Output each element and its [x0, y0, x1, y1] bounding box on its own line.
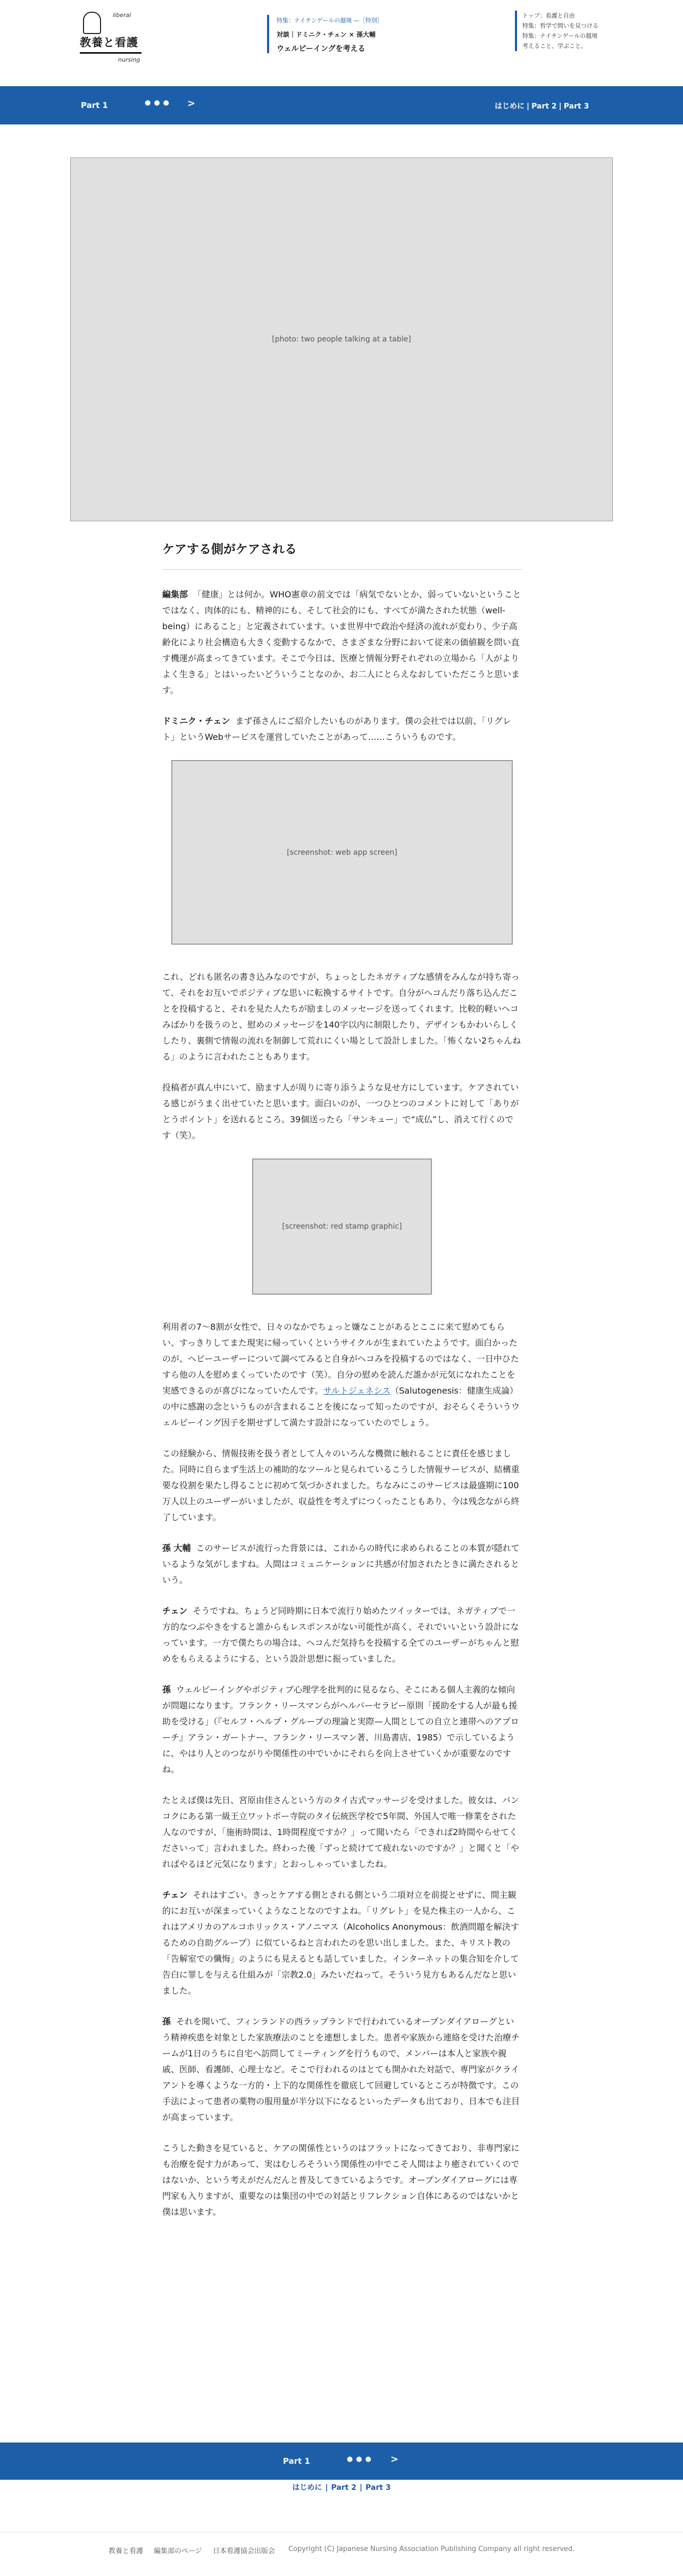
nav-separator: |	[360, 2483, 363, 2492]
logo-title: 教養と看護	[80, 36, 138, 49]
speaker-name: 編集部	[162, 589, 188, 599]
nav-part2-link[interactable]: Part 2	[331, 2483, 356, 2492]
paragraph	[162, 1603, 522, 1667]
page-dots: ●●●	[145, 99, 173, 107]
salutogenesis-link[interactable]: サルトジェネシス	[323, 1386, 391, 1396]
jobutsu-screenshot	[252, 1158, 432, 1295]
part-links-bottom	[0, 2482, 683, 2492]
logo-figure-icon	[83, 12, 101, 34]
speaker-name: 孫	[162, 1685, 171, 1695]
current-part-label: Part 1	[283, 2456, 310, 2466]
paragraph	[162, 1540, 522, 1588]
paragraph-text: 利用者の7〜8割が女性で、日々のなかでちょっと嫌なことがあるとここに来て慰めてもらい、すっきりしてまた現実に帰っていくというサイクルが生まれていたようです。面白かったのが、ヘビーユーザーについて調べてみると自身がヘコみを投稿するのではなく、一日中ひたすら他の人を慰めまくっていたのです（笑）。自分の慰めを読んだ誰かが元気になれたことを実感できるのが喜びになっていたんです。	[162, 1322, 519, 1396]
copyright-text: Copyright (C) Japanese Nursing Association Publishing Company all right reserved.	[288, 2545, 575, 2553]
site-header	[0, 0, 683, 85]
paragraph-text: まず孫さんにご紹介したいものがあります。僕の会社では以前、「リグレト」というWebサービスを運営していたことがあって……こういうものです。	[162, 716, 511, 742]
nav-separator: |	[559, 102, 562, 111]
breadcrumb	[515, 11, 607, 51]
article-body	[162, 541, 522, 2235]
nav-intro-link[interactable]: はじめに	[495, 102, 524, 111]
nav-intro-link[interactable]: はじめに	[292, 2483, 322, 2492]
feature-dialogue: 対談｜ドミニク・チェン × 孫大輔	[277, 31, 376, 38]
breadcrumb-item[interactable]: 考えること、学ぶこと。	[522, 43, 587, 49]
next-arrow-button[interactable]: >	[187, 98, 196, 109]
nav-part3-link[interactable]: Part 3	[365, 2483, 391, 2492]
nav-separator: |	[325, 2483, 328, 2492]
speaker-name: チェン	[162, 1606, 188, 1616]
nav-part2-link[interactable]: Part 2	[531, 102, 557, 111]
footer-link[interactable]: 日本看護協会出版会	[213, 2547, 276, 2555]
feature-kicker: 特集：ナイチンゲールの越境 —［特別］	[277, 17, 383, 24]
paragraph-text: このサービスが流行った背景には、これからの時代に求められることの本質が隠れているような気がしますね。人間はコミュニケーションに共感が付加されたときに満たされるという。	[162, 1543, 520, 1585]
part-navigation-bottom	[0, 2442, 683, 2480]
nav-separator: |	[527, 102, 530, 111]
regreto-screenshot-placeholder: [screenshot: web app screen]	[172, 761, 512, 944]
paragraph: この経験から、情報技術を扱う者として人々のいろんな機微に触れることに責任を感じました。同時に自らまず生活上の補助的なツールと見られているこうした情報サービスが、結構重要な役割を果たし得ることに初めて気づかされました。ちなみにこのサービスは最盛期に100万人以上のユーザーがいましたが、収益性を考えずにつくったこともあり、今は残念ながら終了しています。	[162, 1448, 520, 1522]
page-dots: ●●●	[347, 2455, 375, 2463]
breadcrumb-item[interactable]: 特集：哲学で問いを見つける	[522, 22, 598, 29]
paragraph	[162, 2014, 522, 2125]
nav-part3-link[interactable]: Part 3	[563, 102, 589, 111]
paragraph	[162, 1887, 522, 1999]
speaker-name: 孫 大輔	[162, 1543, 191, 1553]
breadcrumb-item[interactable]: トップ：看護と自由	[522, 12, 575, 19]
paragraph	[162, 1682, 522, 1778]
regreto-screenshot	[171, 760, 513, 945]
part-links	[495, 101, 589, 111]
paragraph: こうした動きを見ていると、ケアの関係性というのはフラットになってきており、非専門家にも治療を促す力があって、実はむしろそういう関係性の中でこそ人間はより癒されていくのではないか、という考えがだんだんと普及してきているようです。オープンダイアローグには専門家も入りますが、重要なのは集団の中での対話とリフレクション自体にあるのではないかと僕は思います。	[162, 2143, 520, 2217]
paragraph: 投稿者が真ん中にいて、励ます人が周りに寄り添うような見せ方にしています。ケアされている感じがうまく出せていたと思います。面白いのが、一つひとつのコメントに対して「ありがとうポイント」を送れるところ。39個送ったら「サンキュー」で“成仏”し、消えて行くのです（笑）。	[162, 1082, 519, 1140]
paragraph-text: 「健康」とは何か。WHO憲章の前文では「病気でないとか、弱っていないということではなく、肉体的にも、精神的にも、そして社会的にも、すべてが満たされた状態（well-being）にあること」と定義されています。いま世界中で政治や経済の流れが変わり、少子高齢化により社会構造も大きく変動するなかで、さまざまな分野において従来の価値観を問い直す機運が高まってきています。そこで今日は、医療と情報分野それぞれの立場から「人がよりよく生きる」とはいったいどういうことなのか、お二人にとらえなおしていただこうと思います。	[162, 589, 521, 695]
jobutsu-screenshot-placeholder: [screenshot: red stamp graphic]	[253, 1159, 431, 1294]
section-heading: ケアする側がケアされる	[162, 541, 522, 570]
paragraph-text: それを聞いて、フィンランドの西ラップランドで行われているオープンダイアローグという精神疾患を対象とした家族療法のことを連想しました。患者や家族から連絡を受けた治療チームが1日のうちに自宅へ訪問してミーティングを行うもので、メンバーは本人と家族や親戚、医師、看護師、心理士など。そこで行われるのはとても開かれた対話で、専門家がクライアントを導くような一方的・上下的な関係性を徹底して回避しているところが特徴です。この手法によって患者の薬物の服用量が半分以下になるといったデータも出ており、日本でも注目が高まっています。	[162, 2016, 520, 2122]
paragraph-text: それはすごい。きっとケアする側とされる側という二項対立を前提とせずに、間主観的にお互いが深まっていくようなことなのですよね。「リグレト」を見た株主の一人から、これはアメリカのアルコホリックス・アノニマス（Alcoholics Anonymous：飲酒問題を解決するための自助グループ）に似ているねと言われたのを思い出しました。また、キリスト教の「告解室での懺悔」のようにも見えるとも話していました。インターネットの集合知を介して告白に罪しを与える仕組みが「宗教2.0」みたいだねって。そういう見方もあるんだなと思いました。	[162, 1890, 519, 1996]
paragraph: これ、どれも匿名の書き込みなのですが、ちょっとしたネガティブな感情をみんなが持ち寄って、それをお互いでポジティブな思いに転換するサイトです。自分がヘコんだり落ち込んだことを投稿すると、それを見た人たちが励ましのメッセージを送ってくれます。比較的軽いヘコみばかりを扱うのと、慰めのメッセージを140字以内に制限したり、デザインもかわいらしくしたり、裏側で情報の流れを制御して荒れにくい場として設計しました。「怖くない2ちゃんねる」のように言われたこともあります。	[162, 972, 521, 1062]
part-navigation	[0, 86, 683, 124]
speaker-name: チェン	[162, 1890, 188, 1900]
paragraph-text: そうですね。ちょうど同時期に日本で流行り始めたツイッターでは、ネガティブで一方的なつぶやきをすると誰からもレスポンスがない可能性が高く、それでいいという設計になっています。一方で僕たちの場合は、ヘコんだ気持ちを投稿する全てのユーザーがちゃんと慰めをもらえるようにする、という設計思想に振っていました。	[162, 1606, 519, 1664]
paragraph	[162, 587, 522, 698]
footer-link[interactable]: 教養と看護	[109, 2547, 144, 2555]
logo-subtitle-2: nursing	[118, 56, 140, 63]
site-logo[interactable]	[79, 10, 143, 73]
paragraph-text: （Salutogenesis：健康生成論）の中に感謝の念というものが含まれることを後になって知ったのですが、おそらくそういうウェルビーイング因子を期せずして満たす設計になっていたのでしょう。	[162, 1386, 520, 1428]
paragraph	[162, 1319, 522, 1431]
feature-title: ウェルビーイングを考える	[277, 45, 365, 53]
paragraph	[162, 713, 522, 745]
current-part-label: Part 1	[81, 101, 108, 110]
breadcrumb-item[interactable]: 特集：ナイチンゲールの越境	[522, 32, 598, 39]
feature-label	[267, 15, 426, 53]
paragraph-text: ウェルビーイングやポジティブ心理学を批判的に見るなら、そこにある個人主義的な傾向が問題になります。フランク・リースマンらがヘルパーセラピー原則「援助をする人が最も援助を受ける」（『セルフ・ヘルプ・グループの理論と実際—人間としての自立と連帯へのアプローチ』アラン・ガートナー、フランク・リースマン著、川島書店、1985）で示しているように、やはり人とのつながりや関係性の中でいかにそれらを向上させていくかが重要なのですね。	[162, 1685, 519, 1774]
speaker-name: 孫	[162, 2016, 171, 2027]
logo-subtitle: liberal	[113, 12, 131, 19]
hero-photo-placeholder: [photo: two people talking at a table]	[70, 157, 613, 521]
site-footer	[0, 2532, 683, 2576]
logo-underline	[80, 52, 141, 54]
footer-links	[109, 2545, 275, 2555]
footer-link[interactable]: 編集部のページ	[154, 2547, 202, 2555]
next-arrow-button[interactable]: >	[390, 2454, 399, 2465]
paragraph: たとえば僕は先日、宮原由佳さんという方のタイ古式マッサージを受けました。彼女は、バンコクにある第一級王立ワットポー寺院のタイ伝統医学校で5年間、外国人で唯一修業をされた人なのですが、「施術時間は、1時間程度ですか？」って聞いたら「できれば2時間やらせてくださいって」言われました。終わった後「ずっと続けてて疲れないのですか？」と聞くと「やればやるほど元気になります」とおっしゃっていましたね。	[162, 1795, 519, 1869]
hero-photo	[70, 157, 613, 521]
speaker-name: ドミニク・チェン	[162, 716, 230, 726]
